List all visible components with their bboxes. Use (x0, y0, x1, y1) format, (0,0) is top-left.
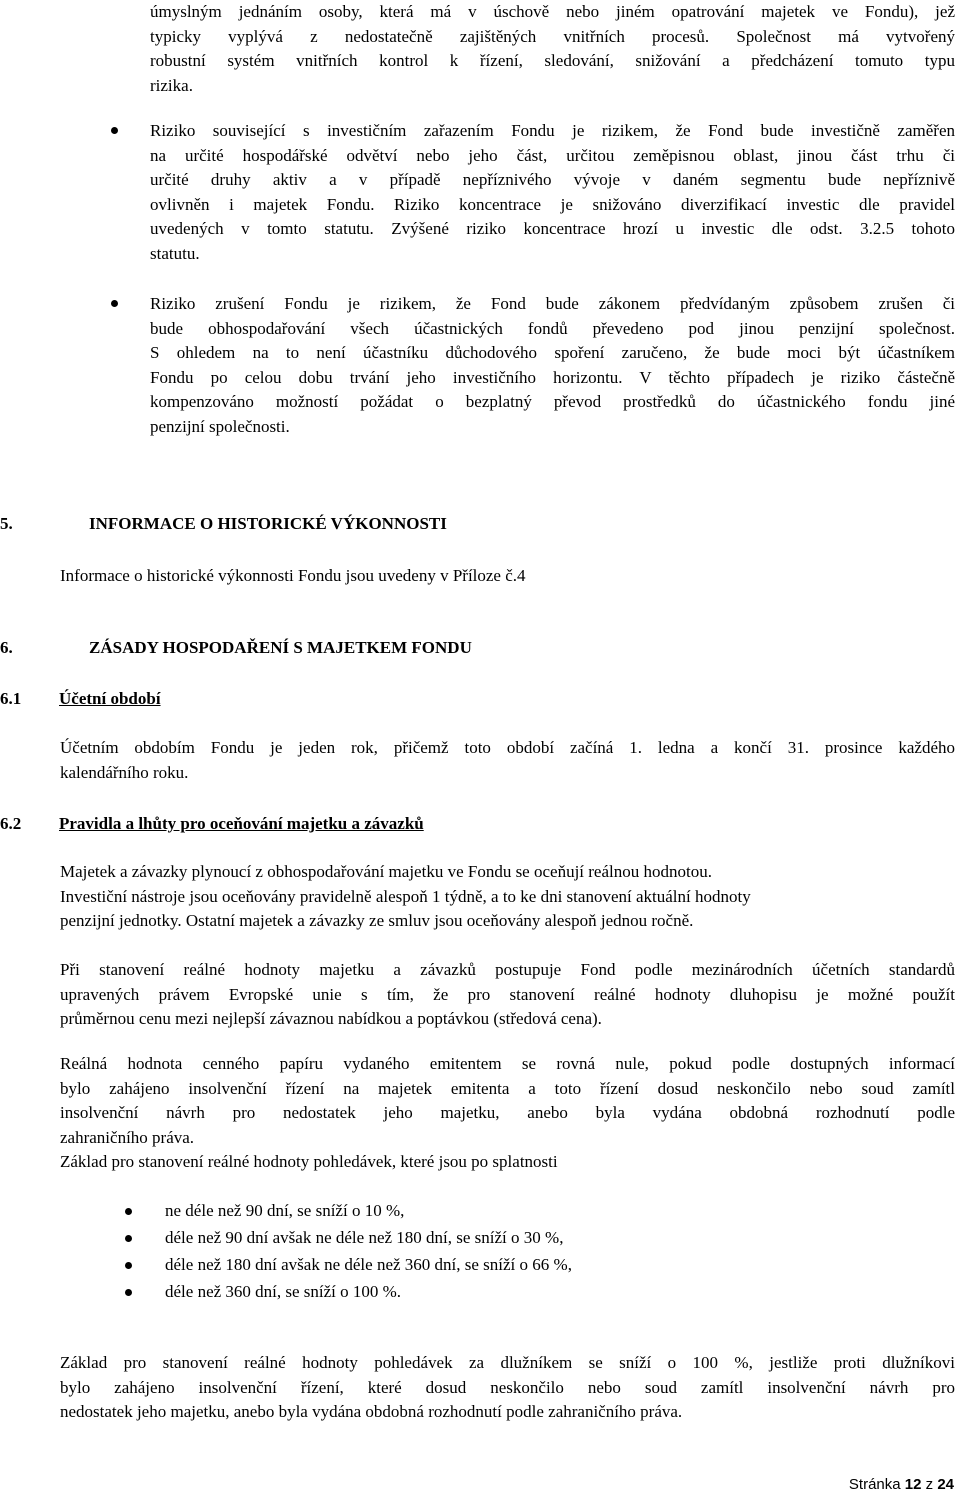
current-page: 12 (904, 1476, 922, 1493)
section-5-heading (0, 512, 960, 536)
valuation-paragraph-5 (60, 1351, 955, 1425)
list-item: déle než 360 dní, se sníží o 100 %. (165, 1282, 402, 1301)
page-number-footer (849, 1476, 954, 1493)
page-separator: z (925, 1476, 934, 1493)
text-line: rizika. (150, 75, 193, 95)
bullet-icon (125, 1235, 132, 1242)
text-line: typicky vyplývá z nedostatečně zajištěných vnitřních procesů. Společnost má vytvořený (150, 26, 955, 46)
text-line: Základ pro stanovení reálné hodnoty pohledávek za dlužníkem se sníží o 100 %, jestliže proti dlužníkovi (60, 1353, 955, 1372)
text-line: Při stanovení reálné hodnoty majetku a závazků postupuje Fond podle mezinárodních účetních standardů (60, 960, 955, 979)
section-number: 6.1 (0, 689, 22, 708)
text-line: Majetek a závazky plynoucí z obhospodařování majetku ve Fondu se oceňují reálnou hodnotou. (60, 862, 712, 881)
text-line: kalendářního roku. (60, 762, 189, 782)
total-pages: 24 (937, 1476, 954, 1493)
text-line: S ohledem na to není účastníku důchodového spoření zaručeno, že bude moci být účastníkem (150, 343, 955, 362)
section-title: INFORMACE O HISTORICKÉ VÝKONNOSTI (89, 514, 447, 533)
section-title: Účetní období (59, 689, 161, 708)
section-number: 6. (0, 638, 13, 657)
text-line: kompenzováno možností požádat o bezplatný převod prostředků do účastnického fondu jiné (150, 392, 955, 411)
bullet-icon (125, 1262, 132, 1269)
risk-concentration-paragraph (150, 119, 955, 266)
text-line: bude obhospodařování všech účastnických fondů převedeno pod jinou penzijní společnost. (150, 318, 955, 338)
list-item: déle než 90 dní avšak ne déle než 180 dní, se sníží o 30 %, (165, 1228, 564, 1247)
text-line: penzijní společnosti. (150, 416, 290, 436)
section-title: ZÁSADY HOSPODAŘENÍ S MAJETKEM FONDU (89, 638, 472, 657)
text-line: bylo zahájeno insolvenční řízení, které dosud neskončilo nebo soud zamítl insolvenční návrh pro (60, 1377, 955, 1397)
text-line: průměrnou cenu mezi nejlepší závaznou nabídkou a poptávkou (středová cena). (60, 1009, 602, 1028)
section-6-heading (0, 636, 960, 660)
text-line: bylo zahájeno insolvenční řízení na majetek emitenta a toto řízení dosud neskončilo nebo soud zamítl (60, 1078, 955, 1098)
valuation-paragraph-1 (60, 860, 955, 934)
bullet-icon (125, 1289, 132, 1296)
text-line: ovlivněn i majetek Fondu. Riziko koncentrace je snižováno diverzifikací investic dle pravidel (150, 194, 955, 214)
section-title: Pravidla a lhůty pro oceňování majetku a závazků (59, 814, 424, 833)
text-line: Účetním obdobím Fondu je jeden rok, přičemž toto období začíná 1. ledna a končí 31. prosince každého (60, 738, 955, 757)
bullet-icon (111, 127, 118, 134)
section-6-1-heading (0, 687, 960, 711)
text-line: na určité hospodářské odvětví nebo jeho část, určitou zeměpisnou oblast, jinou část trhu či (150, 145, 955, 165)
text-line: zahraničního práva. (60, 1127, 195, 1147)
risk-cancellation-paragraph (150, 292, 955, 439)
valuation-paragraph-3 (60, 1052, 955, 1150)
text-line: upravených právem Evropské unie s tím, že pro stanovení reálné hodnoty dluhopisu je možné použít (60, 984, 955, 1004)
list-item: ne déle než 90 dní, se sníží o 10 %, (165, 1201, 405, 1220)
text-line: Riziko související s investičním zařazením Fondu je rizikem, že Fond bude investičně zaměřen (150, 121, 955, 140)
section-number: 5. (0, 514, 13, 533)
text-line: uvedených v tomto statutu. Zvýšené riziko koncentrace hrozí u investic dle odst. 3.2.5 tohoto (150, 219, 955, 238)
text-line: Investiční nástroje jsou oceňovány pravidelně alespoň 1 týdně, a to ke dni stanovení aktuální hodnoty (60, 886, 751, 906)
text-line: robustní systém vnitřních kontrol k řízení, sledování, snižování a předcházení tomuto typu (150, 51, 955, 70)
text-line: úmyslným jednáním osoby, která má v úschově nebo jiném opatrování majetek ve Fondu), jež (150, 2, 955, 21)
text-line: penzijní jednotky. Ostatní majetek a závazky ze smluv jsou oceňovány alespoň jednou ročně. (60, 911, 694, 930)
page-label: Stránka (848, 1476, 901, 1493)
list-item: déle než 180 dní avšak ne déle než 360 dní, se sníží o 66 %, (165, 1255, 572, 1274)
risk-continuation-paragraph (150, 0, 955, 98)
bullet-icon (125, 1208, 132, 1215)
section-6-2-heading (0, 812, 960, 836)
valuation-paragraph-4: Základ pro stanovení reálné hodnoty pohledávek, které jsou po splatnosti (60, 1152, 558, 1171)
section-6-1-paragraph (60, 736, 955, 785)
valuation-paragraph-2 (60, 958, 955, 1032)
text-line: statutu. (150, 243, 200, 263)
section-number: 6.2 (0, 814, 22, 833)
text-line: Reálná hodnota cenného papíru vydaného emitentem se rovná nule, pokud podle dostupných informací (60, 1054, 955, 1073)
text-line: určité druhy aktiv a v případě nepříznivého vývoje v daném segmentu bude nepříznivě (150, 170, 955, 189)
text-line: Fondu po celou dobu trvání jeho investičního horizontu. V těchto případech je riziko částečně (150, 367, 955, 387)
bullet-icon (111, 300, 118, 307)
section-5-text: Informace o historické výkonnosti Fondu jsou uvedeny v Příloze č.4 (60, 566, 526, 585)
text-line: Riziko zrušení Fondu je rizikem, že Fond bude zákonem předvídaným způsobem zrušen či (150, 294, 955, 313)
text-line: nedostatek jeho majetku, anebo byla vydána obdobná rozhodnutí podle zahraničního práva. (60, 1402, 683, 1421)
text-line: insolvenční návrh pro nedostatek jeho majetku, anebo byla vydána obdobná rozhodnutí podle (60, 1103, 955, 1122)
